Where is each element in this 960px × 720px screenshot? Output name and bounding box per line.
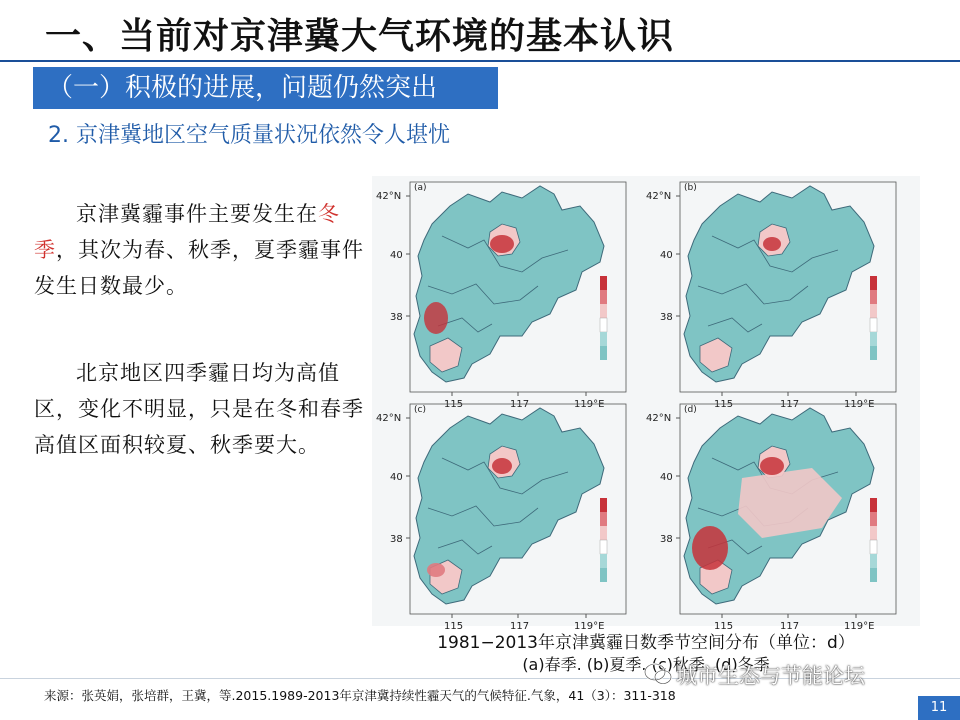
paragraph-beijing: 北京地区四季霾日均为高值区，变化不明显，只是在冬和春季高值区面积较夏、秋季要大。 [34,361,364,457]
lon-label: 115 [714,621,734,632]
lon-label: 117 [780,399,800,410]
para1-text-after: ，其次为春、秋季，夏季霾事件发生日数最少。 [34,238,364,298]
panel-label-b: (b) [684,183,697,193]
map-panel-c [376,404,626,632]
lon-label: 117 [510,399,530,410]
lon-label: 115 [444,399,464,410]
lon-label: 119°E [844,399,875,410]
lon-label: 117 [510,621,530,632]
panel-label-a: (a) [414,183,427,193]
panel-label-c: (c) [414,405,426,415]
title-divider [0,60,960,62]
watermark-text: 城市生态与节能论坛 [676,664,865,688]
subheading: 2. 京津冀地区空气质量状况依然令人堪忧 [48,123,450,148]
lat-label: 42°N [646,191,672,202]
seasonal-haze-maps [372,176,920,632]
lon-label: 115 [714,399,734,410]
section-heading-bar: （一）积极的进展，问题仍然突出 [33,67,498,109]
lon-label: 115 [444,621,464,632]
lat-label: 40 [390,472,403,483]
maps-svg [372,176,920,632]
lat-label: 40 [660,472,673,483]
lat-label: 40 [660,250,673,261]
para1-text-before: 京津冀霾事件主要发生在 [76,202,318,226]
panel-label-d: (d) [684,405,697,415]
wechat-icon [643,661,673,687]
paragraph-winter [34,196,364,304]
slide-title: 一、当前对京津冀大气环境的基本认识 [45,16,675,57]
lon-label: 117 [780,621,800,632]
lon-label: 119°E [574,399,605,410]
map-panel-d [646,404,896,632]
lat-label: 38 [390,312,403,323]
lat-label: 40 [390,250,403,261]
lon-label: 119°E [574,621,605,632]
source-citation: 来源：张英娟，张培群，王冀，等.2015.1989-2013年京津冀持续性霾天气的气候特征.气象，41（3）：311-318 [44,688,676,703]
lon-label: 119°E [844,621,875,632]
lat-label: 42°N [376,191,402,202]
map-panel-b [646,182,896,410]
figure-caption: 1981−2013年京津冀霾日数季节空间分布（单位：d） [437,633,855,653]
page-number: 11 [918,696,960,720]
lat-label: 38 [660,312,673,323]
lat-label: 42°N [376,413,402,424]
lat-label: 38 [660,534,673,545]
highlight-winter: 冬季 [34,202,340,262]
lat-label: 42°N [646,413,672,424]
figure-subcaption: (a)春季. (b)夏季. (c)秋季. (d)冬季 [522,655,770,674]
map-panel-a [376,182,626,410]
lat-label: 38 [390,534,403,545]
